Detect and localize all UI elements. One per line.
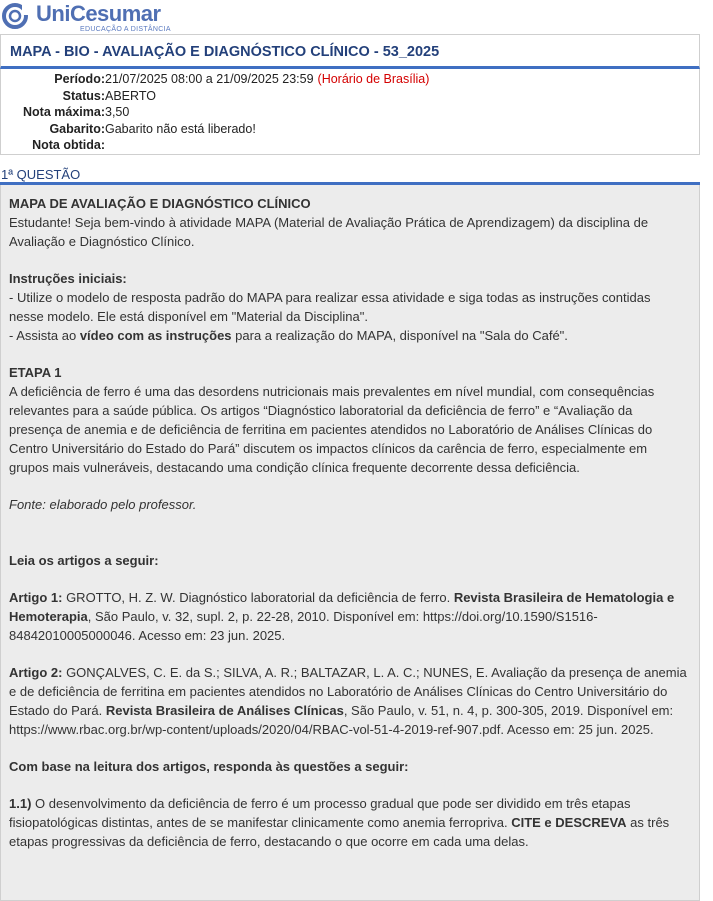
gabarito-label: Gabarito: bbox=[49, 121, 105, 136]
logo-emblem-icon bbox=[2, 3, 32, 29]
instruction-2-text: - Assista ao bbox=[9, 328, 80, 343]
activity-title-bar bbox=[0, 34, 700, 69]
etapa-title: ETAPA 1 bbox=[9, 365, 62, 380]
instruction-1: - Utilize o modelo de resposta padrão do MAPA para realizar essa atividade e siga todas as instruções contidas nesse modelo. Ele está disponível em "Material da Disciplina". bbox=[9, 290, 651, 324]
nota-maxima-label: Nota máxima: bbox=[23, 105, 105, 119]
status-label: Status: bbox=[62, 88, 105, 103]
article-1 bbox=[9, 588, 687, 645]
site-header bbox=[0, 0, 713, 33]
instruction-2-text-end: para a realização do MAPA, disponível na "Sala do Café". bbox=[231, 328, 568, 343]
logo-tagline: EDUCAÇÃO A DISTÂNCIA bbox=[80, 26, 171, 33]
periodo-timezone-note: (Horário de Brasília) bbox=[317, 72, 430, 86]
article-2-details: , São Paulo, v. 51, n. 4, p. 300-305, 2019. Disponível em: https://www.rbac.org.br/wp-content/uploads/2020/04/RBAC-vol-51-4-2019-ref-907.pdf. Acesso em: 25 jun. 2025. bbox=[9, 703, 674, 737]
activity-title: MAPA - BIO - AVALIAÇÃO E DIAGNÓSTICO CLÍNICO - 53_2025 bbox=[10, 44, 440, 60]
article-2-journal: Revista Brasileira de Análises Clínicas bbox=[105, 703, 344, 718]
nota-obtida-label: Nota obtida: bbox=[32, 138, 105, 152]
gabarito-value: Gabarito não está liberado! bbox=[105, 121, 256, 136]
periodo-label: Período: bbox=[54, 72, 105, 86]
nota-maxima-row bbox=[1, 104, 699, 121]
etapa-text: A deficiência de ferro é uma das desordens nutricionais mais prevalentes em nível mundial, com consequências relevantes para a saúde pública. Os artigos “Diagnóstico laboratorial da deficiência de ferro” e “Avaliação da presença de anemia e de deficiência de ferritina em pacientes atendidos no Laboratório de Análises Clínicas do Centro Universitário do Estado do Pará” discutem os impactos clínicos da carência de ferro, especialmente em grupos mais vulneráveis, destacando uma condição clínica frequente decorrente dessa deficiência. bbox=[9, 384, 655, 475]
based-on-articles-heading: Com base na leitura dos artigos, responda às questões a seguir: bbox=[9, 759, 409, 774]
article-1-journal: Revista Brasileira de Hematologia e Hemoterapia bbox=[9, 590, 675, 624]
question-1-1-command: CITE e DESCREVA bbox=[511, 815, 627, 830]
question-1-1-text-end: as três etapas progressivas da deficiência de ferro, destacando o que ocorre em cada uma delas. bbox=[9, 815, 670, 849]
nota-obtida-row bbox=[1, 137, 699, 154]
gabarito-row bbox=[1, 121, 699, 138]
instructions-title: Instruções iniciais: bbox=[9, 271, 127, 286]
activity-info-panel bbox=[0, 69, 700, 155]
source-note: Fonte: elaborado pelo professor. bbox=[9, 497, 197, 512]
question-1-1-label: 1.1) bbox=[9, 796, 32, 811]
instruction-2-bold: vídeo com as instruções bbox=[79, 328, 232, 343]
status-row bbox=[1, 88, 699, 105]
status-value: ABERTO bbox=[105, 88, 156, 103]
question-intro: Estudante! Seja bem-vindo à atividade MAPA (Material de Avaliação Prática de Aprendizagem) da disciplina de Avaliação e Diagnóstico Clínico. bbox=[9, 215, 649, 249]
article-2-label: Artigo 2: bbox=[9, 665, 63, 680]
read-articles-heading: Leia os artigos a seguir: bbox=[9, 553, 159, 568]
article-1-text: GROTTO, H. Z. W. Diagnóstico laboratorial da deficiência de ferro. bbox=[62, 590, 454, 605]
article-2 bbox=[9, 663, 687, 739]
question-content bbox=[0, 185, 700, 901]
instruction-2 bbox=[9, 326, 687, 345]
nota-maxima-value: 3,50 bbox=[105, 105, 130, 119]
question-1-1-text: O desenvolvimento da deficiência de ferro é um processo gradual que pode ser dividido em três etapas fisiopatológicas distintas, antes de se manifestar clinicamente como anemia ferropriva. bbox=[9, 796, 631, 830]
question-heading: MAPA DE AVALIAÇÃO E DIAGNÓSTICO CLÍNICO bbox=[9, 196, 311, 211]
unicesumar-logo[interactable] bbox=[2, 3, 171, 33]
article-2-text: GONÇALVES, C. E. da S.; SILVA, A. R.; BALTAZAR, L. A. C.; NUNES, E. Avaliação da presença de anemia e de deficiência de ferritina em pacientes atendidos no Laboratório de Análises Clínicas do Centro Universitário do Estado do Pará. bbox=[9, 665, 687, 718]
periodo-value: 21/07/2025 08:00 a 21/09/2025 23:59 bbox=[105, 72, 314, 86]
question-1-1 bbox=[9, 794, 687, 851]
periodo-row bbox=[1, 71, 699, 88]
article-1-label: Artigo 1: bbox=[9, 590, 63, 605]
article-1-details: , São Paulo, v. 32, supl. 2, p. 22-28, 2010. Disponível em: https://doi.org/10.1590/S1516-84842010005000046. Acesso em: 23 jun. 2025. bbox=[9, 609, 598, 643]
question-number-header: 1ª QUESTÃO bbox=[0, 165, 700, 185]
logo-brand: UniCesumar bbox=[36, 1, 161, 26]
